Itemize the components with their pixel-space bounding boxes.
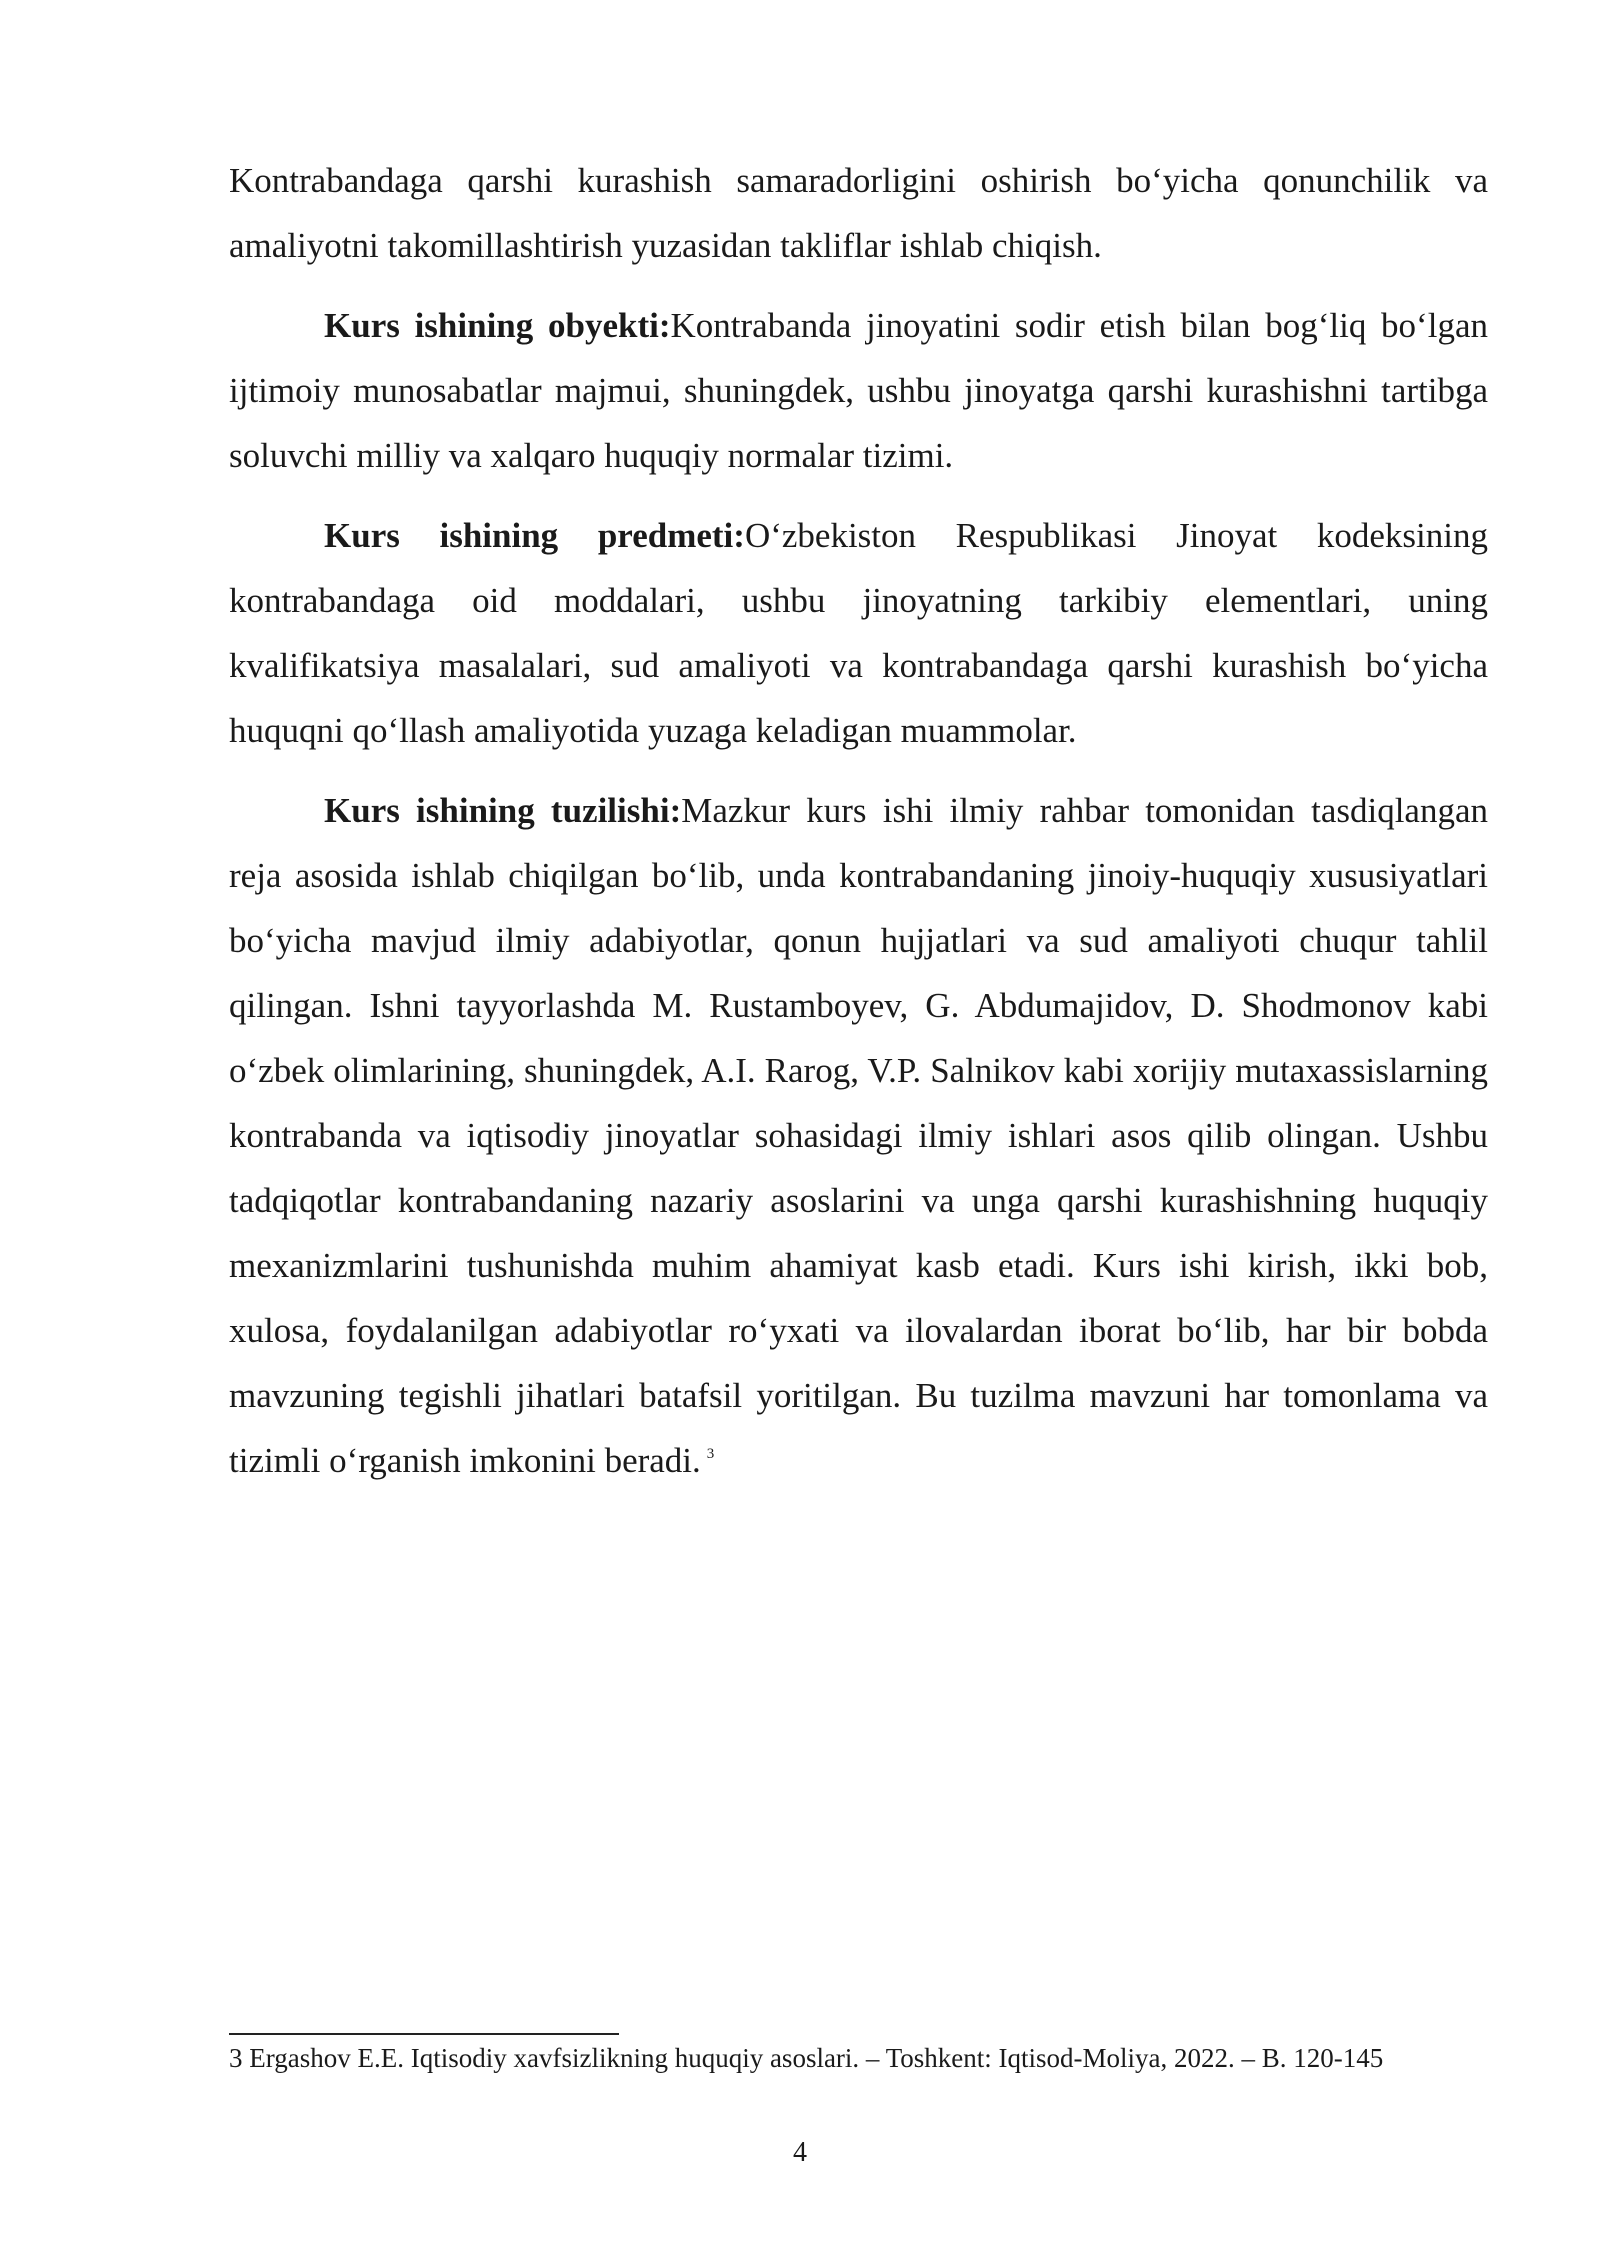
page-number: 4 (793, 2137, 807, 2168)
paragraph-structure (229, 778, 1488, 1493)
subject-text: O‘zbekiston Respublikasi Jinoyat kodeksining kontrabandaga oid moddalari, ushbu jinoyatning tarkibiy elementlari, uning kvalifikatsiya masalalari, sud amaliyoti va kontrabandaga qarshi kurashish bo‘yicha huquqni qo‘llash amaliyotida yuzaga keladigan muammolar. (229, 516, 1488, 750)
subject-label: Kurs ishining predmeti: (324, 516, 745, 555)
structure-text: Mazkur kurs ishi ilmiy rahbar tomonidan tasdiqlangan reja asosida ishlab chiqilgan bo‘lib, unda kontrabandaning jinoiy-huquqiy xususiyatlari bo‘yicha mavjud ilmiy adabiyotlar, qonun hujjatlari va sud amaliyoti chuqur tahlil qilingan. Ishni tayyorlashda M. Rustamboyev, G. Abdumajidov, D. Shodmonov kabi o‘zbek olimlarining, shuningdek, A.I. Rarog, V.P. Salnikov kabi xorijiy mutaxassislarning kontrabanda va iqtisodiy jinoyatlar sohasidagi ilmiy ishlari asos qilib olingan. Ushbu tadqiqotlar kontrabandaning nazariy asoslarini va unga qarshi kurashishning huquqiy mexanizmlarini tushunishda muhim ahamiyat kasb etadi. Kurs ishi kirish, ikki bob, xulosa, foydalanilgan adabiyotlar ro‘yxati va ilovalardan iborat bo‘lib, har bir bobda mavzuning tegishli jihatlari batafsil yoritilgan. Bu tuzilma mavzuni har tomonlama va tizimli o‘rganish imkonini beradi. (229, 791, 1488, 1480)
footnote-separator (229, 2033, 619, 2035)
object-text: Kontrabanda jinoyatini sodir etish bilan bog‘liq bo‘lgan ijtimoiy munosabatlar majmui, shuningdek, ushbu jinoyatga qarshi kurashishni tartibga soluvchi milliy va xalqaro huquqiy normalar tizimi. (229, 306, 1488, 475)
object-label: Kurs ishining obyekti: (324, 306, 671, 345)
paragraph-object (229, 293, 1488, 488)
footnote-number: 3 (229, 2043, 243, 2073)
footnote (229, 2041, 1488, 2075)
footnote-text: Ergashov E.E. Iqtisodiy xavfsizlikning huquqiy asoslari. – Toshkent: Iqtisod-Moliya, 2022. – B. 120-145 (249, 2043, 1384, 2073)
structure-label: Kurs ishining tuzilishi: (324, 791, 682, 830)
footnote-reference[interactable]: 3 (706, 1446, 715, 1462)
paragraph-subject (229, 503, 1488, 763)
body-text (229, 148, 1488, 1493)
paragraph-intro: Kontrabandaga qarshi kurashish samaradorligini oshirish bo‘yicha qonunchilik va amaliyotni takomillashtirish yuzasidan takliflar ishlab chiqish. (229, 161, 1488, 265)
